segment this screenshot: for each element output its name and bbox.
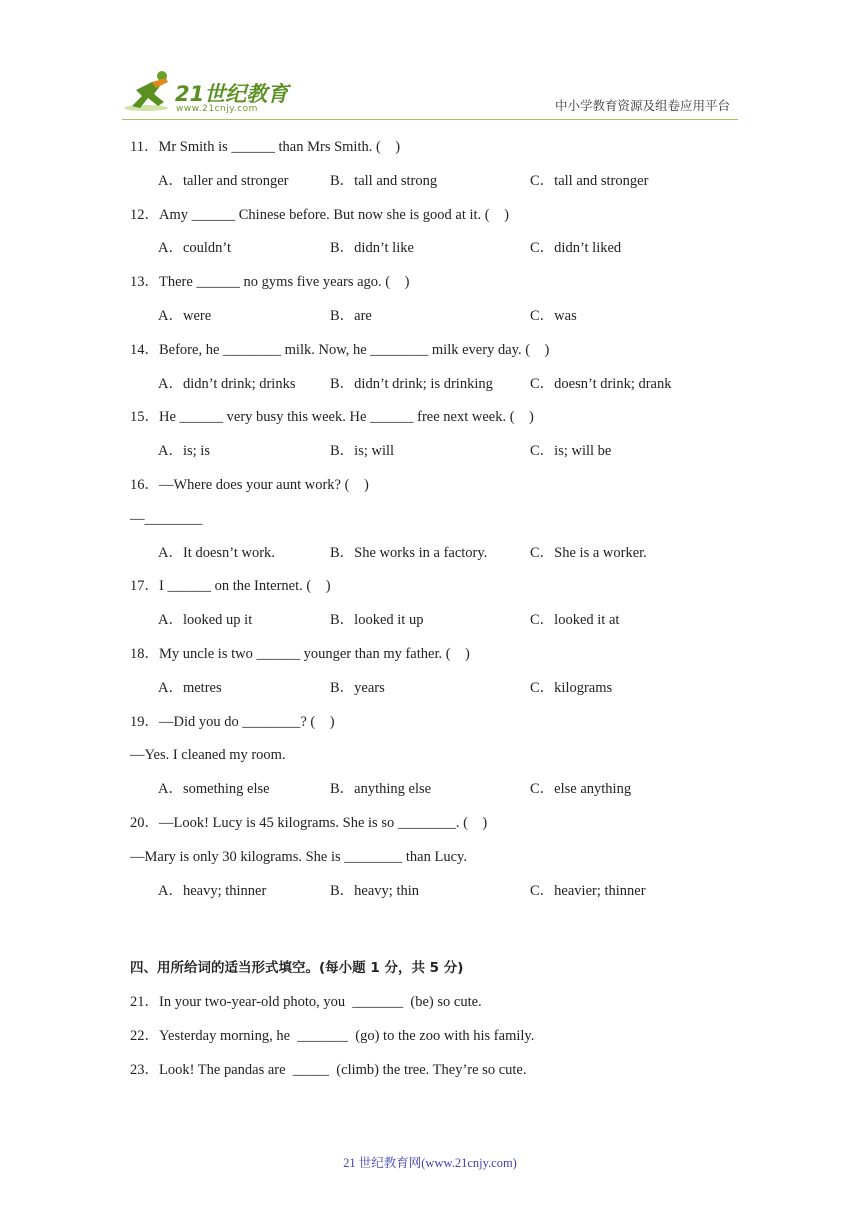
option-a: A．were bbox=[158, 307, 212, 324]
question-stem: 18．My uncle is two ______ younger than my father. ( ) bbox=[130, 645, 470, 662]
logo-url: www.21cnjy.com bbox=[176, 104, 258, 114]
section-title: 四、用所给词的适当形式填空。(每小题 1 分，共 5 分) bbox=[130, 960, 464, 977]
option-b: B．didn’t drink; is drinking bbox=[330, 375, 493, 392]
question-dialogue-line: —Yes. I cleaned my room. bbox=[130, 747, 286, 764]
option-row bbox=[130, 440, 750, 474]
question-stem: 14．Before, he ________ milk. Now, he ________ milk every day. ( ) bbox=[130, 341, 550, 358]
option-row bbox=[130, 237, 750, 271]
option-c: C．is; will be bbox=[530, 443, 612, 460]
option-b: B．tall and strong bbox=[330, 172, 438, 189]
option-a: A．didn’t drink; drinks bbox=[158, 375, 296, 392]
question-dialogue-line: —________ bbox=[130, 510, 203, 527]
option-a: A．couldn’t bbox=[158, 240, 232, 257]
question-dialogue-line: —Mary is only 30 kilograms. She is ________ than Lucy. bbox=[130, 848, 467, 865]
option-b: B．is; will bbox=[330, 443, 395, 460]
option-a: A．heavy; thinner bbox=[158, 882, 267, 899]
option-c: C．looked it at bbox=[530, 612, 620, 629]
option-row bbox=[130, 880, 750, 914]
option-row bbox=[130, 542, 750, 576]
option-row bbox=[130, 778, 750, 812]
option-row bbox=[130, 170, 750, 204]
page-header bbox=[0, 0, 860, 125]
question-stem: 12．Amy ______ Chinese before. But now she is good at it. ( ) bbox=[130, 206, 509, 223]
question-list bbox=[130, 136, 750, 1093]
option-row bbox=[130, 373, 750, 407]
option-b: B．She works in a factory. bbox=[330, 544, 488, 561]
option-b: B．anything else bbox=[330, 781, 432, 798]
option-b: B．heavy; thin bbox=[330, 882, 420, 899]
fill-in-item: 21．In your two-year-old photo, you _______ (be) so cute. bbox=[130, 994, 482, 1011]
option-c: C．didn’t liked bbox=[530, 240, 622, 257]
option-b: B．years bbox=[330, 679, 385, 696]
question-stem: 20．—Look! Lucy is 45 kilograms. She is so ________. ( ) bbox=[130, 814, 488, 831]
option-row bbox=[130, 609, 750, 643]
fill-in-item: 22．Yesterday morning, he _______ (go) to the zoo with his family. bbox=[130, 1028, 535, 1045]
question-stem: 17．I ______ on the Internet. ( ) bbox=[130, 578, 331, 595]
option-a: A．something else bbox=[158, 781, 270, 798]
option-c: C．tall and stronger bbox=[530, 172, 649, 189]
question-stem: 15．He ______ very busy this week. He ______ free next week. ( ) bbox=[130, 409, 534, 426]
option-c: C．else anything bbox=[530, 781, 632, 798]
option-c: C．heavier; thinner bbox=[530, 882, 646, 899]
question-stem: 11．Mr Smith is ______ than Mrs Smith. ( ) bbox=[130, 139, 401, 155]
question-stem: 16．—Where does your aunt work? ( ) bbox=[130, 476, 369, 493]
option-b: B．looked it up bbox=[330, 612, 424, 629]
option-c: C．She is a worker. bbox=[530, 544, 647, 561]
option-c: C．was bbox=[530, 307, 577, 324]
header-divider bbox=[122, 119, 738, 120]
option-a: A．metres bbox=[158, 679, 222, 696]
option-c: C．doesn’t drink; drank bbox=[530, 375, 672, 392]
option-row bbox=[130, 305, 750, 339]
page-footer: 21 世纪教育网(www.21cnjy.com) bbox=[343, 1156, 517, 1170]
logo-text: 21世纪教育 bbox=[175, 82, 289, 106]
fill-in-item: 23．Look! The pandas are _____ (climb) the tree. They’re so cute. bbox=[130, 1061, 527, 1078]
option-a: A．taller and stronger bbox=[158, 172, 289, 189]
option-a: A．is; is bbox=[158, 443, 210, 460]
option-b: B．are bbox=[330, 307, 372, 324]
header-slogan: 中小学教育资源及组卷应用平台 bbox=[554, 98, 730, 113]
question-stem: 19．—Did you do ________? ( ) bbox=[130, 713, 335, 730]
option-a: A．It doesn’t work. bbox=[158, 544, 275, 561]
option-a: A．looked up it bbox=[158, 612, 253, 629]
option-b: B．didn’t like bbox=[330, 240, 414, 257]
option-c: C．kilograms bbox=[530, 679, 613, 696]
option-row bbox=[130, 677, 750, 711]
question-stem: 13．There ______ no gyms five years ago. ( ) bbox=[130, 274, 410, 291]
